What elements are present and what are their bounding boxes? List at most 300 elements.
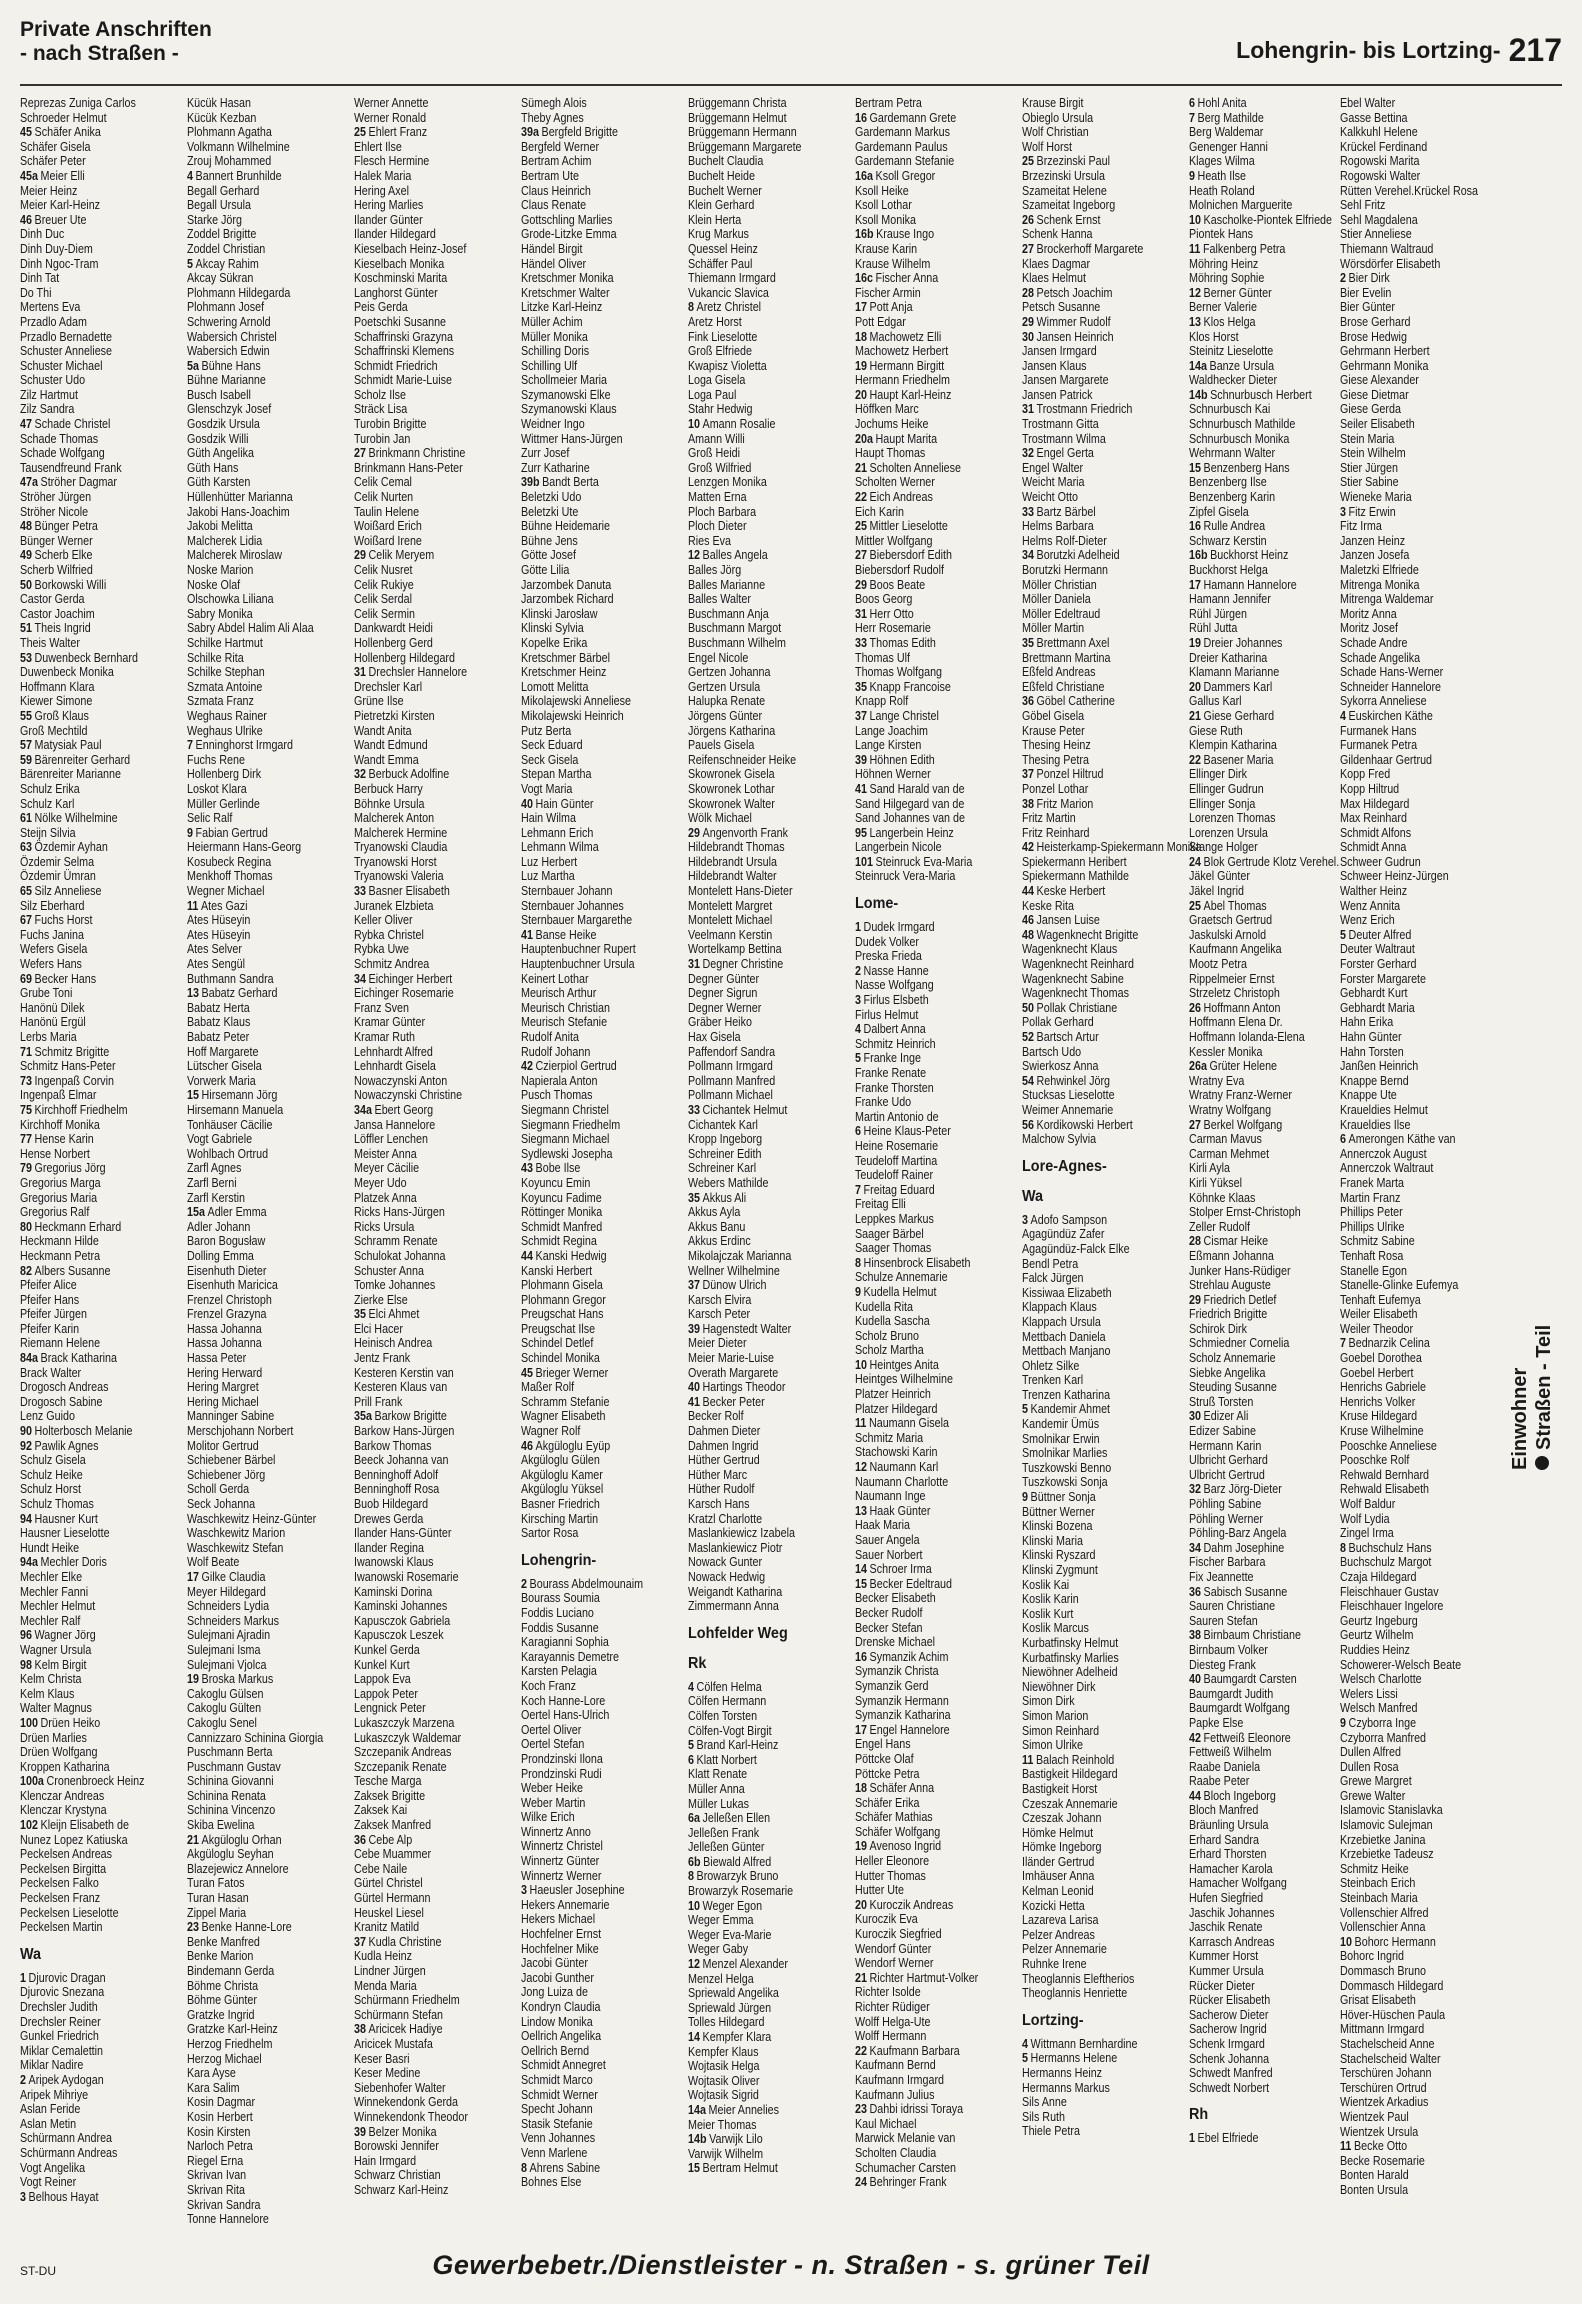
- resident-name: Cismar Heike: [1203, 1234, 1269, 1249]
- resident-name: Krause Peter: [1022, 723, 1085, 738]
- resident-entry: [688, 1928, 848, 1943]
- resident-entry: [187, 1103, 347, 1118]
- resident-name: Ilander Günter: [354, 212, 423, 227]
- resident-name: Schollmeier Maria: [521, 373, 608, 388]
- resident-name: Schwering Arnold: [187, 314, 271, 329]
- resident-entry: [1340, 1161, 1500, 1176]
- resident-name: Wellner Wilhelmine: [688, 1263, 780, 1278]
- resident-entry: [1022, 753, 1182, 768]
- resident-entry: [187, 1015, 347, 1030]
- resident-name: Rudolf Johann: [521, 1044, 591, 1059]
- resident-name: Buschmann Margot: [688, 621, 782, 636]
- resident-name: Schenk Johanna: [1189, 2051, 1270, 2066]
- resident-name: Gratzke Ingrid: [187, 2007, 255, 2022]
- resident-entry: [20, 1599, 180, 1614]
- resident-name: Hain Wilma: [521, 811, 576, 826]
- resident-entry: [521, 373, 681, 388]
- resident-name: Rogowski Walter: [1340, 168, 1421, 183]
- resident-entry: [1022, 1753, 1182, 1768]
- resident-name: Dommasch Hildegard: [1340, 1978, 1444, 1993]
- resident-name: Erhard Thorsten: [1189, 1847, 1267, 1862]
- resident-entry: [855, 1562, 1015, 1577]
- resident-name: Oertel Oliver: [521, 1722, 582, 1737]
- resident-name: Berkel Wolfgang: [1203, 1117, 1283, 1132]
- house-number: 73: [20, 1073, 32, 1088]
- resident-entry: [187, 928, 347, 943]
- house-number: 30: [1189, 1409, 1201, 1424]
- resident-entry: [1022, 2037, 1182, 2052]
- resident-name: Buschmann Wilhelm: [688, 635, 786, 650]
- resident-entry: [187, 869, 347, 884]
- resident-name: Wehrmann Walter: [1189, 446, 1276, 461]
- resident-entry: [855, 978, 1015, 993]
- resident-name: Kirchhoff Friedhelm: [34, 1102, 128, 1117]
- resident-entry: [187, 884, 347, 899]
- house-number: 18: [855, 1781, 867, 1796]
- resident-name: Bartsch Udo: [1022, 1044, 1082, 1059]
- resident-entry: [1189, 1380, 1349, 1395]
- resident-entry: [20, 330, 180, 345]
- resident-name: Karayannis Demetre: [521, 1649, 619, 1664]
- resident-entry: [521, 1898, 681, 1913]
- house-number: 26a: [1189, 1059, 1207, 1074]
- house-number: 28: [1022, 285, 1034, 300]
- resident-entry: [187, 1891, 347, 1906]
- resident-name: Hamacher Karola: [1189, 1861, 1273, 1876]
- resident-entry: [20, 1088, 180, 1103]
- resident-entry: [688, 2161, 848, 2176]
- resident-name: Rippelmeier Ernst: [1189, 971, 1275, 986]
- resident-entry: [1022, 271, 1182, 286]
- resident-name: Montelett Hans-Dieter: [688, 884, 793, 899]
- resident-name: Fuchs Horst: [34, 913, 93, 928]
- resident-name: Kruse Hildegard: [1340, 1409, 1418, 1424]
- resident-entry: [1022, 1402, 1182, 1417]
- resident-name: Drechsler Reiner: [20, 2014, 101, 2029]
- resident-name: Meier Dieter: [688, 1336, 747, 1351]
- resident-entry: [187, 2008, 347, 2023]
- house-number: 23: [187, 1920, 199, 1935]
- house-number: 102: [20, 1818, 38, 1833]
- resident-entry: [1022, 242, 1182, 257]
- resident-entry: [187, 1570, 347, 1585]
- house-number: 39: [688, 1321, 700, 1336]
- resident-name: Eich Andreas: [869, 490, 933, 505]
- resident-entry: [187, 1687, 347, 1702]
- resident-name: Ploch Barbara: [688, 504, 757, 519]
- resident-entry: [1189, 709, 1349, 724]
- resident-entry: [1022, 694, 1182, 709]
- resident-name: Fitz Irma: [1340, 519, 1382, 534]
- house-number: 25: [1022, 154, 1034, 169]
- resident-name: Ströher Jürgen: [20, 490, 92, 505]
- resident-entry: [855, 724, 1015, 739]
- resident-entry: [20, 1205, 180, 1220]
- resident-name: Menzel Helga: [688, 1971, 754, 1986]
- resident-entry: [688, 1884, 848, 1899]
- resident-entry: [855, 125, 1015, 140]
- resident-name: Ponzel Lothar: [1022, 781, 1089, 796]
- resident-name: Sand Harald van de: [869, 781, 965, 796]
- resident-name: Balles Jörg: [688, 563, 742, 577]
- resident-name: Breuer Ute: [34, 212, 87, 227]
- resident-entry: [187, 2081, 347, 2096]
- resident-name: Herzog Michael: [187, 2051, 262, 2066]
- resident-entry: [187, 1512, 347, 1527]
- resident-entry: [855, 300, 1015, 315]
- resident-name: Fleischhauer Gustav: [1340, 1584, 1439, 1599]
- resident-name: Annerczok August: [1340, 1146, 1427, 1161]
- resident-name: Pelzer Andreas: [1022, 1927, 1095, 1942]
- resident-entry: [354, 534, 514, 549]
- resident-name: Jäkel Ingrid: [1189, 884, 1244, 899]
- resident-name: Heine Rosemarie: [855, 1138, 939, 1153]
- resident-entry: [187, 1541, 347, 1556]
- resident-entry: [1340, 111, 1500, 126]
- resident-entry: [354, 694, 514, 709]
- side-tab-line2: Straßen - Teil: [1533, 1324, 1555, 1450]
- resident-entry: [855, 2175, 1015, 2190]
- resident-entry: [521, 461, 681, 476]
- resident-name: Strehlau Auguste: [1189, 1278, 1271, 1293]
- resident-entry: [688, 1840, 848, 1855]
- resident-entry: [1189, 1687, 1349, 1702]
- resident-entry: [354, 1658, 514, 1673]
- resident-entry: [187, 96, 347, 111]
- resident-entry: [20, 986, 180, 1001]
- resident-name: Fabian Gertrud: [195, 825, 268, 840]
- resident-name: Pöttcke Petra: [855, 1766, 920, 1781]
- resident-name: Kurbatfinsky Marlies: [1022, 1650, 1119, 1665]
- house-number: 4: [1340, 708, 1346, 723]
- resident-entry: [1189, 738, 1349, 753]
- resident-name: Buchschulz Margot: [1340, 1555, 1432, 1570]
- resident-entry: [521, 1883, 681, 1898]
- resident-entry: [20, 1628, 180, 1643]
- resident-entry: [187, 1585, 347, 1600]
- resident-name: Schwarz Christian: [354, 2168, 441, 2183]
- resident-name: Celik Nusret: [354, 563, 413, 577]
- resident-entry: [20, 1074, 180, 1089]
- resident-entry: [1189, 461, 1349, 476]
- resident-name: Kudla Christine: [368, 1934, 442, 1949]
- resident-name: Wagner Elisabeth: [521, 1409, 606, 1424]
- resident-entry: [1340, 227, 1500, 242]
- resident-entry: [688, 1293, 848, 1308]
- resident-entry: [521, 957, 681, 972]
- resident-name: Kummer Ursula: [1189, 1964, 1264, 1978]
- house-number: 6: [1340, 1132, 1346, 1147]
- resident-entry: [1340, 1307, 1500, 1322]
- house-number: 61: [20, 811, 32, 826]
- resident-entry: [1022, 665, 1182, 680]
- resident-name: Busch Isabell: [187, 387, 251, 402]
- resident-entry: [855, 1081, 1015, 1096]
- resident-name: Kelm Klaus: [20, 1686, 75, 1701]
- resident-name: Drenske Michael: [855, 1635, 936, 1650]
- resident-entry: [354, 1045, 514, 1060]
- resident-entry: [20, 111, 180, 126]
- resident-entry: [1189, 271, 1349, 286]
- house-number: 14b: [688, 2132, 707, 2147]
- resident-name: Cannizzaro Schinina Giorgia: [187, 1730, 324, 1745]
- resident-name: Rücker Dieter: [1189, 1978, 1255, 1993]
- house-number: 4: [1022, 2036, 1028, 2051]
- resident-entry: [521, 1854, 681, 1869]
- resident-name: Hüther Rudolf: [688, 1482, 755, 1497]
- resident-name: Bier Günter: [1340, 300, 1395, 315]
- house-number: 96: [20, 1628, 32, 1643]
- resident-entry: [1340, 2081, 1500, 2096]
- resident-name: Hassa Peter: [187, 1351, 247, 1366]
- resident-entry: [354, 2154, 514, 2169]
- resident-entry: [688, 1307, 848, 1322]
- resident-name: Sabry Abdel Halim Ali Alaa: [187, 621, 314, 636]
- resident-entry: [1340, 957, 1500, 972]
- resident-entry: [688, 1147, 848, 1162]
- house-number: 43: [521, 1161, 533, 1176]
- resident-name: Amann Willi: [688, 431, 745, 446]
- resident-entry: [855, 198, 1015, 213]
- resident-entry: [1340, 1906, 1500, 1921]
- resident-name: Brack Walter: [20, 1365, 82, 1380]
- resident-name: Klos Horst: [1189, 329, 1239, 344]
- resident-name: Raabe Daniela: [1189, 1759, 1261, 1774]
- resident-name: Steuding Susanne: [1189, 1380, 1277, 1395]
- resident-entry: [20, 417, 180, 432]
- resident-entry: [187, 1774, 347, 1789]
- resident-name: Fischer Armin: [855, 285, 921, 300]
- resident-name: Koslik Marcus: [1022, 1621, 1089, 1636]
- resident-name: Schneider Hannelore: [1340, 679, 1442, 694]
- resident-entry: [521, 1767, 681, 1782]
- resident-entry: [187, 271, 347, 286]
- resident-name: Siebke Angelika: [1189, 1365, 1266, 1380]
- resident-name: Brieger Werner: [535, 1365, 609, 1380]
- resident-name: Benninghoff Rosa: [354, 1482, 440, 1497]
- resident-name: Jansen Luise: [1036, 913, 1100, 928]
- resident-name: Kelman Leonid: [1022, 1884, 1094, 1899]
- house-number: 10: [688, 417, 700, 432]
- house-number: 35: [1022, 635, 1034, 650]
- house-number: 5: [187, 256, 193, 271]
- resident-entry: [354, 330, 514, 345]
- resident-entry: [1340, 1979, 1500, 1994]
- resident-name: Schäfer Gisela: [20, 139, 91, 154]
- resident-name: Akkus Ali: [702, 1190, 747, 1205]
- resident-name: Phillips Peter: [1340, 1205, 1403, 1220]
- resident-name: Drüen Marlies: [20, 1730, 87, 1745]
- resident-entry: [521, 446, 681, 461]
- resident-entry: [1189, 1424, 1349, 1439]
- resident-name: Hering Marlies: [354, 198, 424, 213]
- house-number: 35a: [354, 1409, 372, 1424]
- resident-entry: [20, 1424, 180, 1439]
- resident-name: Frenzel Grazyna: [187, 1307, 267, 1322]
- resident-name: Koschminski Marita: [354, 271, 448, 286]
- resident-entry: [688, 1782, 848, 1797]
- resident-name: Plohmann Josef: [187, 300, 265, 315]
- resident-name: Wientzek Paul: [1340, 2109, 1409, 2124]
- resident-name: Winnertz Anno: [521, 1824, 591, 1839]
- resident-entry: [1340, 592, 1500, 607]
- resident-name: Weger Emma: [688, 1913, 754, 1928]
- resident-name: Kosin Dagmar: [187, 2095, 256, 2110]
- resident-entry: [187, 636, 347, 651]
- resident-entry: [521, 1161, 681, 1176]
- resident-name: Mikolajczak Marianna: [688, 1248, 792, 1263]
- resident-entry: [20, 286, 180, 301]
- resident-entry: [855, 1431, 1015, 1446]
- resident-name: Cölfen Hermann: [688, 1694, 767, 1709]
- resident-entry: [20, 1760, 180, 1775]
- resident-entry: [354, 344, 514, 359]
- resident-entry: [187, 330, 347, 345]
- resident-name: Schroer Irma: [869, 1562, 932, 1577]
- resident-name: Schade Angelika: [1340, 650, 1421, 665]
- house-number: 12: [1189, 285, 1201, 300]
- resident-name: Hermann Friedhelm: [855, 373, 951, 388]
- resident-name: Dahm Josephine: [1203, 1540, 1285, 1555]
- resident-name: Welers Lissi: [1340, 1686, 1398, 1701]
- resident-name: Sartor Rosa: [521, 1526, 579, 1541]
- resident-name: Drewes Gerda: [354, 1511, 424, 1526]
- resident-name: Peckelsen Martin: [20, 1920, 103, 1935]
- resident-name: Firlus Helmut: [855, 1007, 919, 1022]
- resident-name: Mittmann Irmgard: [1340, 2022, 1425, 2037]
- resident-name: Rühl Jürgen: [1189, 606, 1247, 621]
- resident-name: Theoglannis Eleftherios: [1022, 1971, 1135, 1986]
- resident-entry: [1189, 855, 1349, 870]
- resident-entry: [187, 1351, 347, 1366]
- house-number: 15: [855, 1576, 867, 1591]
- resident-entry: [688, 330, 848, 345]
- resident-name: Saager Thomas: [855, 1241, 932, 1256]
- resident-entry: [1340, 1395, 1500, 1410]
- resident-entry: [521, 651, 681, 666]
- resident-entry: [855, 1008, 1015, 1023]
- house-number: 19: [855, 358, 867, 373]
- resident-name: Weiler Theodor: [1340, 1321, 1414, 1336]
- resident-entry: [187, 2052, 347, 2067]
- resident-name: Hoffmann Anton: [1203, 1000, 1281, 1015]
- resident-entry: [521, 1664, 681, 1679]
- house-number: 40: [521, 796, 533, 811]
- house-number: 29: [354, 548, 366, 563]
- resident-name: Kirsching Martin: [521, 1511, 599, 1526]
- resident-entry: [1022, 1534, 1182, 1549]
- resident-entry: [20, 840, 180, 855]
- resident-name: Karsch Hans: [688, 1497, 750, 1511]
- resident-entry: [1189, 636, 1349, 651]
- resident-entry: [187, 1045, 347, 1060]
- resident-entry: [521, 636, 681, 651]
- resident-entry: [855, 1810, 1015, 1825]
- resident-name: Bärenreiter Gerhard: [34, 752, 131, 767]
- house-number: 12: [855, 1460, 867, 1475]
- resident-name: Hüther Marc: [688, 1467, 748, 1482]
- resident-name: Akkus Banu: [688, 1219, 746, 1234]
- resident-name: Winnertz Günter: [521, 1854, 600, 1869]
- resident-entry: [521, 2029, 681, 2044]
- resident-entry: [521, 665, 681, 680]
- resident-entry: [187, 519, 347, 534]
- directory-column: [521, 96, 681, 2198]
- resident-entry: [1022, 1417, 1182, 1432]
- resident-name: Jaskulski Arnold: [1189, 927, 1267, 942]
- house-number: 100a: [20, 1774, 44, 1789]
- resident-name: Ates Hüseyin: [187, 927, 251, 942]
- resident-name: Wagenknecht Klaus: [1022, 942, 1118, 957]
- resident-entry: [855, 1256, 1015, 1271]
- resident-name: Borowski Jennifer: [354, 2139, 439, 2154]
- resident-name: Jakobi Hans-Joachim: [187, 504, 290, 519]
- resident-entry: [20, 782, 180, 797]
- resident-entry: [521, 928, 681, 943]
- resident-entry: [354, 1278, 514, 1293]
- resident-name: Degner Christine: [702, 957, 784, 972]
- house-number: 7: [1189, 110, 1195, 125]
- house-number: 1: [855, 920, 861, 935]
- resident-name: Cakoglu Gülsen: [187, 1686, 264, 1701]
- resident-name: Furmanek Petra: [1340, 738, 1418, 753]
- resident-entry: [855, 227, 1015, 242]
- resident-entry: [688, 855, 848, 870]
- resident-entry: [20, 1439, 180, 1454]
- resident-entry: [688, 1855, 848, 1870]
- resident-name: Zimmermann Anna: [688, 1599, 779, 1614]
- resident-entry: [521, 1015, 681, 1030]
- house-number: 6: [688, 1752, 694, 1767]
- resident-entry: [688, 1220, 848, 1235]
- resident-entry: [354, 1803, 514, 1818]
- resident-name: Fink Lieselotte: [688, 329, 758, 344]
- resident-name: Kosin Kirsten: [187, 2124, 251, 2139]
- house-number: 21: [187, 1832, 199, 1847]
- resident-entry: [1189, 972, 1349, 987]
- resident-name: Tonhäuser Cäcilie: [187, 1117, 273, 1132]
- resident-entry: [1340, 359, 1500, 374]
- resident-entry: [1189, 1789, 1349, 1804]
- resident-entry: [521, 1147, 681, 1162]
- resident-name: Knapp Rolf: [855, 694, 909, 709]
- street-heading: Lohfelder Weg: [688, 1624, 788, 1642]
- resident-entry: [1189, 1701, 1349, 1716]
- house-number: 1: [1189, 2131, 1195, 2146]
- resident-entry: [354, 972, 514, 987]
- resident-name: Freitag Eduard: [863, 1182, 935, 1197]
- house-number: 8: [1340, 1540, 1346, 1555]
- resident-entry: [855, 417, 1015, 432]
- resident-name: Hermanns Markus: [1022, 2080, 1110, 2095]
- resident-entry: [20, 2000, 180, 2015]
- resident-name: Zaksek Brigitte: [354, 1788, 426, 1803]
- resident-name: Röttinger Monika: [521, 1205, 603, 1220]
- resident-entry: [1189, 388, 1349, 403]
- resident-name: Skowronek Gisela: [688, 767, 775, 782]
- resident-name: Kesteren Klaus van: [354, 1380, 448, 1395]
- house-number: 26: [1189, 1000, 1201, 1015]
- resident-entry: [354, 1731, 514, 1746]
- resident-entry: [521, 1234, 681, 1249]
- resident-entry: [354, 1118, 514, 1133]
- resident-name: Goebel Herbert: [1340, 1365, 1414, 1380]
- resident-entry: [1189, 1278, 1349, 1293]
- resident-entry: [1340, 184, 1500, 199]
- house-number: 29: [855, 577, 867, 592]
- resident-entry: [521, 1679, 681, 1694]
- resident-name: Buckhorst Heinz: [1210, 548, 1289, 563]
